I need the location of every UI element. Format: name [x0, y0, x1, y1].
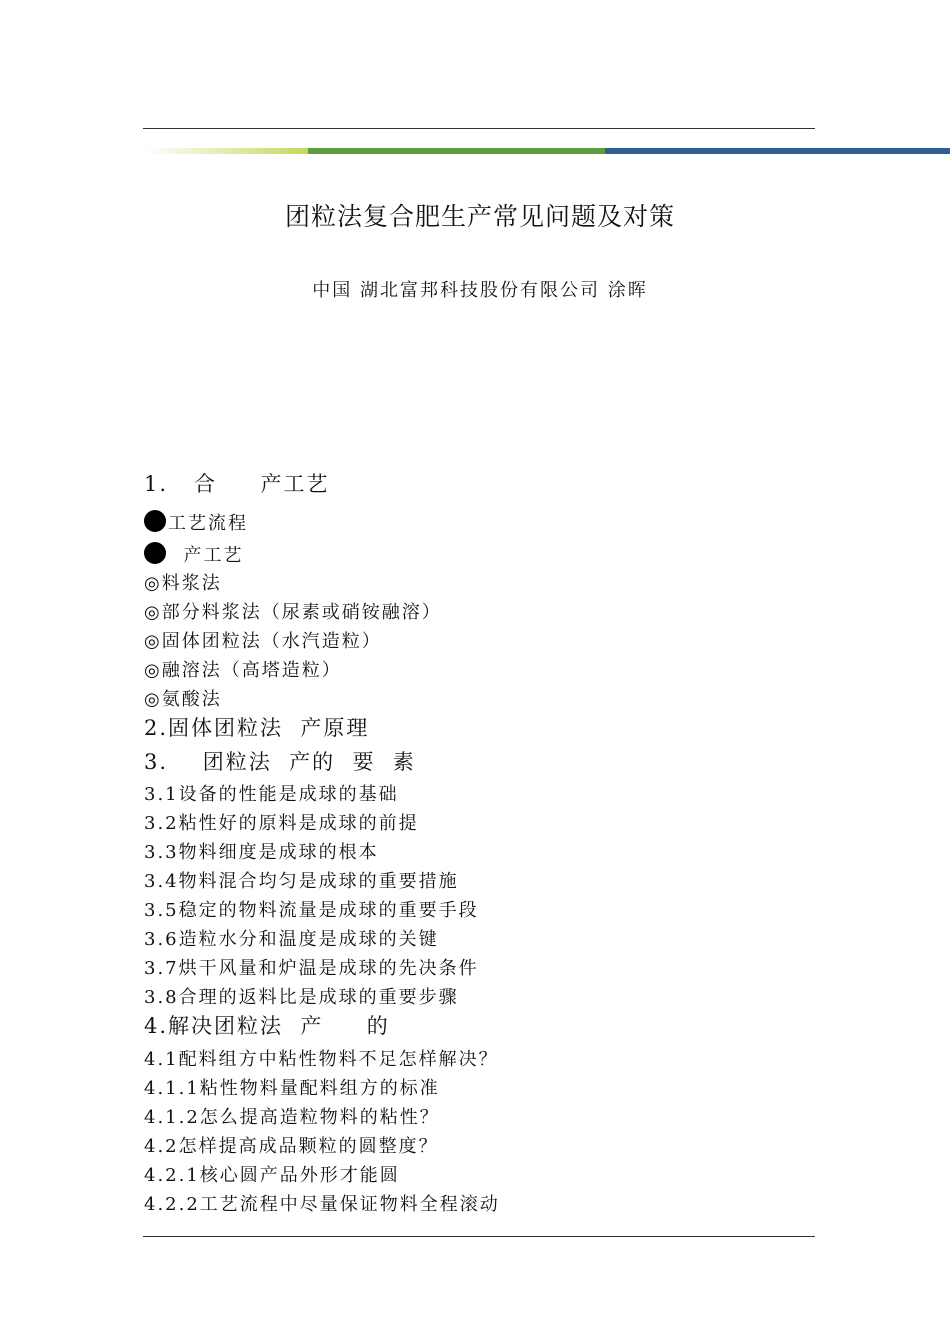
list-item: 4.2怎样提高成品颗粒的圆整度？	[144, 1136, 439, 1157]
heading-4: 4.解决团粒法 产 的	[144, 1014, 390, 1038]
filled-bullet-icon	[144, 510, 166, 532]
list-item: 3.4物料混合均匀是成球的重要措施	[144, 871, 459, 892]
list-item: 3.5稳定的物料流量是成球的重要手段	[144, 900, 479, 921]
header-band-blue	[605, 148, 950, 154]
list-item: ◎料浆法	[144, 573, 222, 594]
document-author: 中国 湖北富邦科技股份有限公司 涂晖	[312, 280, 648, 301]
header-band-green	[308, 148, 605, 154]
list-item	[144, 510, 248, 533]
list-item: 3.7烘干风量和炉温是成球的先决条件	[144, 958, 479, 979]
list-item: 3.1设备的性能是成球的基础	[144, 784, 399, 805]
footer-rule	[143, 1236, 815, 1237]
list-item: ◎部分料浆法（尿素或硝铵融溶）	[144, 602, 442, 623]
list-item: 4.1配料组方中粘性物料不足怎样解决？	[144, 1049, 499, 1070]
heading-3: 3. 团粒法 产的 要 素	[144, 750, 416, 774]
list-item-label: 工艺流程	[168, 513, 248, 534]
heading-1: 1. 合 产工艺	[144, 472, 330, 496]
heading-2: 2.固体团粒法 产原理	[144, 716, 370, 740]
header-band-light-green	[143, 148, 308, 154]
list-item: 3.2粘性好的原料是成球的前提	[144, 813, 419, 834]
list-item: ◎融溶法（高塔造粒）	[144, 660, 342, 681]
list-item: ◎固体团粒法（水汽造粒）	[144, 631, 382, 652]
list-item: 4.2.2工艺流程中尽量保证物料全程滚动	[144, 1194, 500, 1215]
list-item: 3.3物料细度是成球的根本	[144, 842, 379, 863]
list-item: 4.1.2怎么提高造粒物料的粘性？	[144, 1107, 440, 1128]
filled-bullet-icon	[144, 542, 166, 564]
list-item: 3.6造粒水分和温度是成球的关键	[144, 929, 439, 950]
list-item	[144, 542, 243, 565]
list-item-label: 产工艺	[168, 545, 244, 566]
list-item: 3.8合理的返料比是成球的重要步骤	[144, 987, 459, 1008]
document-title: 团粒法复合肥生产常见问题及对策	[284, 202, 675, 231]
list-item: ◎氨酸法	[144, 689, 222, 710]
list-item: 4.1.1粘性物料量配料组方的标准	[144, 1078, 440, 1099]
list-item: 4.2.1核心圆产品外形才能圆	[144, 1165, 400, 1186]
header-rule	[143, 128, 815, 129]
